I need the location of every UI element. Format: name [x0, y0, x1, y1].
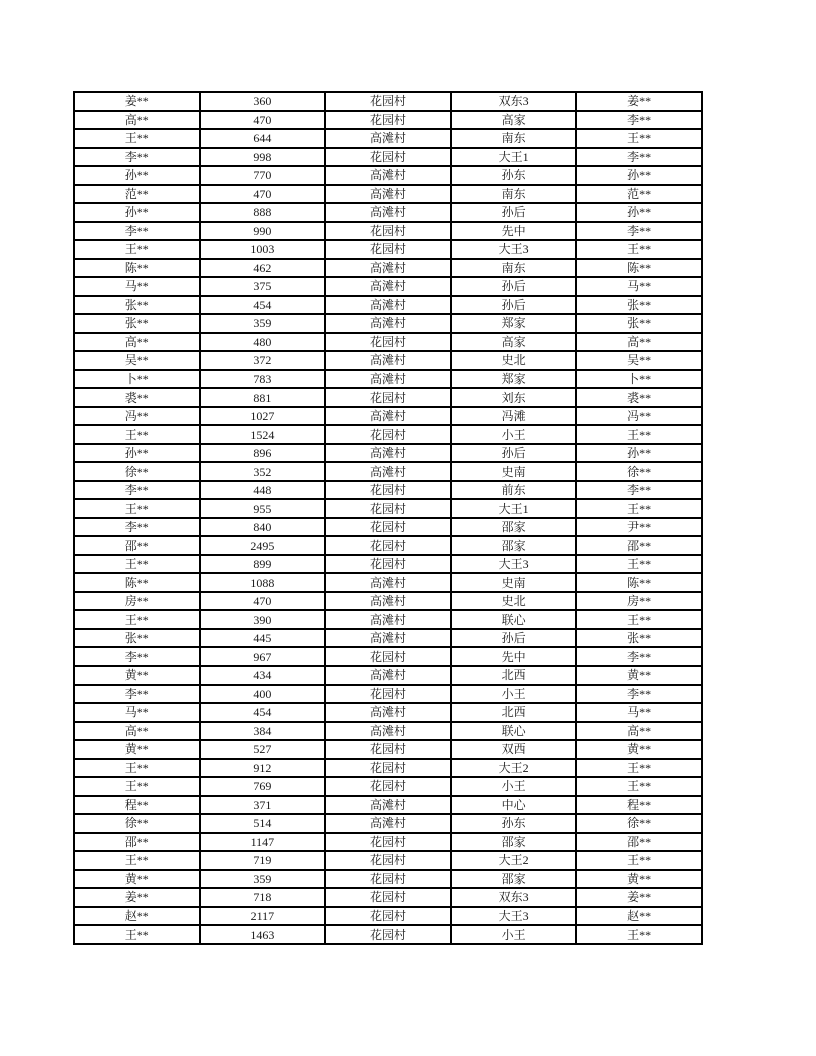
- cell-village: 花园村: [325, 777, 451, 796]
- cell-masked-name-2: 吴**: [576, 351, 702, 370]
- cell-amount: 1003: [200, 240, 326, 259]
- cell-masked-name: 王**: [74, 759, 200, 778]
- cell-masked-name: 王**: [74, 925, 200, 944]
- cell-amount: 1088: [200, 573, 326, 592]
- table-row: [74, 796, 702, 815]
- cell-masked-name-2: 王**: [576, 129, 702, 148]
- table-row: [74, 296, 702, 315]
- table-row: [74, 129, 702, 148]
- cell-amount: 783: [200, 370, 326, 389]
- cell-masked-name-2: 裘**: [576, 388, 702, 407]
- cell-masked-name: 高**: [74, 722, 200, 741]
- table-row: [74, 907, 702, 926]
- cell-group: 孙后: [451, 203, 577, 222]
- cell-masked-name-2: 孙**: [576, 203, 702, 222]
- table-row: [74, 203, 702, 222]
- cell-masked-name-2: 房**: [576, 592, 702, 611]
- cell-village: 花园村: [325, 388, 451, 407]
- cell-village: 花园村: [325, 536, 451, 555]
- cell-masked-name: 王**: [74, 851, 200, 870]
- cell-masked-name-2: 李**: [576, 111, 702, 130]
- cell-amount: 2495: [200, 536, 326, 555]
- cell-village: 高滩村: [325, 666, 451, 685]
- cell-village: 花园村: [325, 111, 451, 130]
- cell-group: 史南: [451, 462, 577, 481]
- cell-masked-name: 冯**: [74, 407, 200, 426]
- cell-amount: 1463: [200, 925, 326, 944]
- cell-masked-name-2: 冯**: [576, 407, 702, 426]
- cell-group: 邵家: [451, 833, 577, 852]
- cell-village: 花园村: [325, 685, 451, 704]
- cell-village: 高滩村: [325, 370, 451, 389]
- cell-masked-name: 卜**: [74, 370, 200, 389]
- cell-amount: 470: [200, 111, 326, 130]
- cell-amount: 896: [200, 444, 326, 463]
- table-row: [74, 740, 702, 759]
- cell-amount: 470: [200, 185, 326, 204]
- cell-village: 花园村: [325, 888, 451, 907]
- table-row: [74, 370, 702, 389]
- cell-masked-name: 李**: [74, 647, 200, 666]
- cell-masked-name: 王**: [74, 240, 200, 259]
- cell-masked-name: 李**: [74, 685, 200, 704]
- cell-masked-name-2: 黄**: [576, 666, 702, 685]
- cell-masked-name: 陈**: [74, 573, 200, 592]
- cell-masked-name: 张**: [74, 314, 200, 333]
- cell-group: 大王1: [451, 499, 577, 518]
- cell-group: 史北: [451, 592, 577, 611]
- cell-masked-name-2: 赵**: [576, 907, 702, 926]
- cell-amount: 527: [200, 740, 326, 759]
- cell-amount: 434: [200, 666, 326, 685]
- cell-masked-name: 孙**: [74, 444, 200, 463]
- table-row: [74, 240, 702, 259]
- cell-amount: 462: [200, 259, 326, 278]
- cell-masked-name: 王**: [74, 777, 200, 796]
- cell-amount: 448: [200, 481, 326, 500]
- cell-masked-name-2: 孙**: [576, 166, 702, 185]
- cell-village: 花园村: [325, 222, 451, 241]
- cell-masked-name: 邵**: [74, 536, 200, 555]
- cell-masked-name-2: 高**: [576, 722, 702, 741]
- cell-masked-name-2: 李**: [576, 685, 702, 704]
- cell-masked-name: 李**: [74, 481, 200, 500]
- cell-masked-name-2: 尹**: [576, 518, 702, 537]
- cell-masked-name-2: 黄**: [576, 740, 702, 759]
- table-row: [74, 833, 702, 852]
- cell-group: 小王: [451, 777, 577, 796]
- table-row: [74, 333, 702, 352]
- table-row: [74, 536, 702, 555]
- cell-group: 孙后: [451, 296, 577, 315]
- cell-amount: 888: [200, 203, 326, 222]
- cell-masked-name: 张**: [74, 629, 200, 648]
- cell-group: 双东3: [451, 888, 577, 907]
- cell-amount: 719: [200, 851, 326, 870]
- cell-village: 高滩村: [325, 444, 451, 463]
- cell-amount: 400: [200, 685, 326, 704]
- cell-village: 花园村: [325, 555, 451, 574]
- cell-group: 高家: [451, 333, 577, 352]
- cell-amount: 770: [200, 166, 326, 185]
- table-row: [74, 259, 702, 278]
- cell-group: 邵家: [451, 518, 577, 537]
- cell-group: 先中: [451, 647, 577, 666]
- cell-village: 高滩村: [325, 629, 451, 648]
- cell-amount: 644: [200, 129, 326, 148]
- table-row: [74, 92, 702, 111]
- cell-masked-name: 范**: [74, 185, 200, 204]
- cell-village: 高滩村: [325, 277, 451, 296]
- cell-masked-name-2: 王**: [576, 425, 702, 444]
- cell-group: 大王3: [451, 555, 577, 574]
- cell-amount: 769: [200, 777, 326, 796]
- table-row: [74, 610, 702, 629]
- cell-masked-name-2: 王**: [576, 759, 702, 778]
- cell-village: 高滩村: [325, 314, 451, 333]
- cell-masked-name-2: 张**: [576, 296, 702, 315]
- cell-group: 孙后: [451, 277, 577, 296]
- table-row: [74, 481, 702, 500]
- cell-masked-name-2: 姜**: [576, 92, 702, 111]
- table-row: [74, 851, 702, 870]
- cell-village: 花园村: [325, 92, 451, 111]
- cell-group: 联心: [451, 722, 577, 741]
- cell-masked-name-2: 马**: [576, 277, 702, 296]
- cell-masked-name: 黄**: [74, 870, 200, 889]
- table-row: [74, 703, 702, 722]
- table-row: [74, 777, 702, 796]
- cell-amount: 967: [200, 647, 326, 666]
- cell-village: 高滩村: [325, 703, 451, 722]
- table-row: [74, 499, 702, 518]
- cell-masked-name-2: 邵**: [576, 536, 702, 555]
- cell-masked-name-2: 程**: [576, 796, 702, 815]
- cell-group: 邵家: [451, 870, 577, 889]
- cell-group: 大王2: [451, 759, 577, 778]
- cell-masked-name: 房**: [74, 592, 200, 611]
- cell-amount: 480: [200, 333, 326, 352]
- cell-masked-name-2: 徐**: [576, 814, 702, 833]
- table-row: [74, 148, 702, 167]
- cell-masked-name: 高**: [74, 111, 200, 130]
- cell-amount: 881: [200, 388, 326, 407]
- cell-masked-name: 马**: [74, 277, 200, 296]
- cell-village: 花园村: [325, 148, 451, 167]
- table-row: [74, 277, 702, 296]
- cell-group: 小王: [451, 685, 577, 704]
- table-row: [74, 518, 702, 537]
- cell-village: 高滩村: [325, 407, 451, 426]
- cell-masked-name-2: 王**: [576, 851, 702, 870]
- cell-masked-name: 姜**: [74, 888, 200, 907]
- table-row: [74, 314, 702, 333]
- cell-amount: 360: [200, 92, 326, 111]
- cell-group: 前东: [451, 481, 577, 500]
- table-row: [74, 925, 702, 944]
- cell-village: 花园村: [325, 851, 451, 870]
- cell-group: 先中: [451, 222, 577, 241]
- cell-group: 郑家: [451, 370, 577, 389]
- cell-village: 高滩村: [325, 462, 451, 481]
- cell-group: 小王: [451, 425, 577, 444]
- roster-table: [73, 91, 703, 945]
- table-row: [74, 351, 702, 370]
- cell-masked-name-2: 王**: [576, 240, 702, 259]
- table-row: [74, 573, 702, 592]
- table-row: [74, 555, 702, 574]
- table-row: [74, 870, 702, 889]
- cell-masked-name: 王**: [74, 610, 200, 629]
- cell-group: 孙后: [451, 629, 577, 648]
- cell-masked-name: 王**: [74, 129, 200, 148]
- cell-masked-name-2: 王**: [576, 610, 702, 629]
- cell-amount: 990: [200, 222, 326, 241]
- cell-amount: 454: [200, 296, 326, 315]
- cell-masked-name: 李**: [74, 222, 200, 241]
- cell-group: 孙东: [451, 814, 577, 833]
- cell-group: 小王: [451, 925, 577, 944]
- cell-masked-name: 李**: [74, 518, 200, 537]
- cell-village: 花园村: [325, 647, 451, 666]
- table-row: [74, 185, 702, 204]
- table-row: [74, 685, 702, 704]
- cell-village: 高滩村: [325, 166, 451, 185]
- cell-masked-name: 马**: [74, 703, 200, 722]
- cell-masked-name-2: 黄**: [576, 870, 702, 889]
- cell-masked-name-2: 孙**: [576, 444, 702, 463]
- cell-village: 花园村: [325, 925, 451, 944]
- cell-village: 高滩村: [325, 814, 451, 833]
- cell-village: 花园村: [325, 907, 451, 926]
- cell-masked-name-2: 王**: [576, 499, 702, 518]
- cell-masked-name-2: 王**: [576, 777, 702, 796]
- cell-masked-name-2: 李**: [576, 481, 702, 500]
- table-row: [74, 111, 702, 130]
- cell-village: 高滩村: [325, 296, 451, 315]
- cell-group: 南东: [451, 185, 577, 204]
- cell-village: 高滩村: [325, 185, 451, 204]
- cell-amount: 1147: [200, 833, 326, 852]
- cell-masked-name-2: 李**: [576, 647, 702, 666]
- cell-group: 大王3: [451, 907, 577, 926]
- cell-amount: 998: [200, 148, 326, 167]
- cell-amount: 470: [200, 592, 326, 611]
- cell-amount: 514: [200, 814, 326, 833]
- cell-masked-name: 李**: [74, 148, 200, 167]
- cell-village: 花园村: [325, 740, 451, 759]
- cell-village: 高滩村: [325, 796, 451, 815]
- cell-amount: 454: [200, 703, 326, 722]
- cell-group: 刘东: [451, 388, 577, 407]
- cell-masked-name: 高**: [74, 333, 200, 352]
- table-row: [74, 444, 702, 463]
- cell-masked-name-2: 范**: [576, 185, 702, 204]
- cell-amount: 359: [200, 870, 326, 889]
- table-row: [74, 462, 702, 481]
- cell-masked-name: 孙**: [74, 166, 200, 185]
- cell-group: 中心: [451, 796, 577, 815]
- cell-masked-name-2: 李**: [576, 148, 702, 167]
- table-row: [74, 592, 702, 611]
- cell-masked-name-2: 徐**: [576, 462, 702, 481]
- cell-group: 孙后: [451, 444, 577, 463]
- table-row: [74, 407, 702, 426]
- cell-masked-name: 赵**: [74, 907, 200, 926]
- cell-masked-name: 姜**: [74, 92, 200, 111]
- table-row: [74, 166, 702, 185]
- table-row: [74, 814, 702, 833]
- cell-group: 史南: [451, 573, 577, 592]
- cell-group: 南东: [451, 259, 577, 278]
- cell-masked-name-2: 张**: [576, 629, 702, 648]
- cell-group: 南东: [451, 129, 577, 148]
- cell-village: 花园村: [325, 333, 451, 352]
- cell-village: 高滩村: [325, 129, 451, 148]
- cell-amount: 718: [200, 888, 326, 907]
- cell-masked-name: 王**: [74, 425, 200, 444]
- cell-masked-name: 程**: [74, 796, 200, 815]
- cell-masked-name: 张**: [74, 296, 200, 315]
- cell-village: 高滩村: [325, 259, 451, 278]
- cell-amount: 372: [200, 351, 326, 370]
- cell-village: 高滩村: [325, 573, 451, 592]
- cell-group: 大王3: [451, 240, 577, 259]
- cell-amount: 955: [200, 499, 326, 518]
- cell-amount: 1524: [200, 425, 326, 444]
- cell-village: 高滩村: [325, 592, 451, 611]
- cell-group: 孙东: [451, 166, 577, 185]
- cell-village: 高滩村: [325, 722, 451, 741]
- table-row: [74, 222, 702, 241]
- cell-group: 双东3: [451, 92, 577, 111]
- cell-masked-name-2: 陈**: [576, 573, 702, 592]
- roster-table-body: [74, 92, 702, 944]
- cell-masked-name: 徐**: [74, 462, 200, 481]
- cell-masked-name-2: 陈**: [576, 259, 702, 278]
- table-row: [74, 888, 702, 907]
- table-row: [74, 722, 702, 741]
- cell-masked-name-2: 高**: [576, 333, 702, 352]
- table-row: [74, 666, 702, 685]
- table-row: [74, 388, 702, 407]
- cell-group: 邵家: [451, 536, 577, 555]
- cell-village: 高滩村: [325, 610, 451, 629]
- cell-group: 双西: [451, 740, 577, 759]
- table-row: [74, 425, 702, 444]
- cell-amount: 1027: [200, 407, 326, 426]
- cell-masked-name: 陈**: [74, 259, 200, 278]
- table-row: [74, 647, 702, 666]
- cell-amount: 912: [200, 759, 326, 778]
- cell-village: 花园村: [325, 499, 451, 518]
- cell-village: 高滩村: [325, 351, 451, 370]
- cell-masked-name-2: 邵**: [576, 833, 702, 852]
- cell-amount: 384: [200, 722, 326, 741]
- cell-masked-name: 王**: [74, 499, 200, 518]
- cell-amount: 352: [200, 462, 326, 481]
- cell-amount: 371: [200, 796, 326, 815]
- cell-group: 大王1: [451, 148, 577, 167]
- cell-amount: 840: [200, 518, 326, 537]
- cell-amount: 390: [200, 610, 326, 629]
- cell-amount: 445: [200, 629, 326, 648]
- cell-group: 联心: [451, 610, 577, 629]
- cell-group: 冯滩: [451, 407, 577, 426]
- cell-group: 北西: [451, 666, 577, 685]
- cell-group: 郑家: [451, 314, 577, 333]
- cell-masked-name-2: 马**: [576, 703, 702, 722]
- cell-village: 花园村: [325, 425, 451, 444]
- cell-masked-name: 黄**: [74, 740, 200, 759]
- table-row: [74, 759, 702, 778]
- cell-amount: 2117: [200, 907, 326, 926]
- cell-masked-name-2: 卜**: [576, 370, 702, 389]
- cell-masked-name: 吴**: [74, 351, 200, 370]
- cell-group: 史北: [451, 351, 577, 370]
- cell-amount: 899: [200, 555, 326, 574]
- cell-masked-name-2: 李**: [576, 222, 702, 241]
- cell-masked-name: 裘**: [74, 388, 200, 407]
- cell-village: 花园村: [325, 518, 451, 537]
- cell-masked-name: 邵**: [74, 833, 200, 852]
- cell-masked-name-2: 张**: [576, 314, 702, 333]
- cell-group: 高家: [451, 111, 577, 130]
- table-row: [74, 629, 702, 648]
- cell-village: 花园村: [325, 870, 451, 889]
- cell-amount: 375: [200, 277, 326, 296]
- cell-village: 花园村: [325, 833, 451, 852]
- cell-village: 花园村: [325, 240, 451, 259]
- cell-masked-name: 王**: [74, 555, 200, 574]
- cell-village: 花园村: [325, 759, 451, 778]
- cell-masked-name: 孙**: [74, 203, 200, 222]
- cell-village: 花园村: [325, 481, 451, 500]
- cell-masked-name: 黄**: [74, 666, 200, 685]
- cell-amount: 359: [200, 314, 326, 333]
- cell-masked-name-2: 姜**: [576, 888, 702, 907]
- cell-masked-name: 徐**: [74, 814, 200, 833]
- cell-masked-name-2: 王**: [576, 555, 702, 574]
- cell-masked-name-2: 王**: [576, 925, 702, 944]
- cell-group: 大王2: [451, 851, 577, 870]
- cell-village: 高滩村: [325, 203, 451, 222]
- cell-group: 北西: [451, 703, 577, 722]
